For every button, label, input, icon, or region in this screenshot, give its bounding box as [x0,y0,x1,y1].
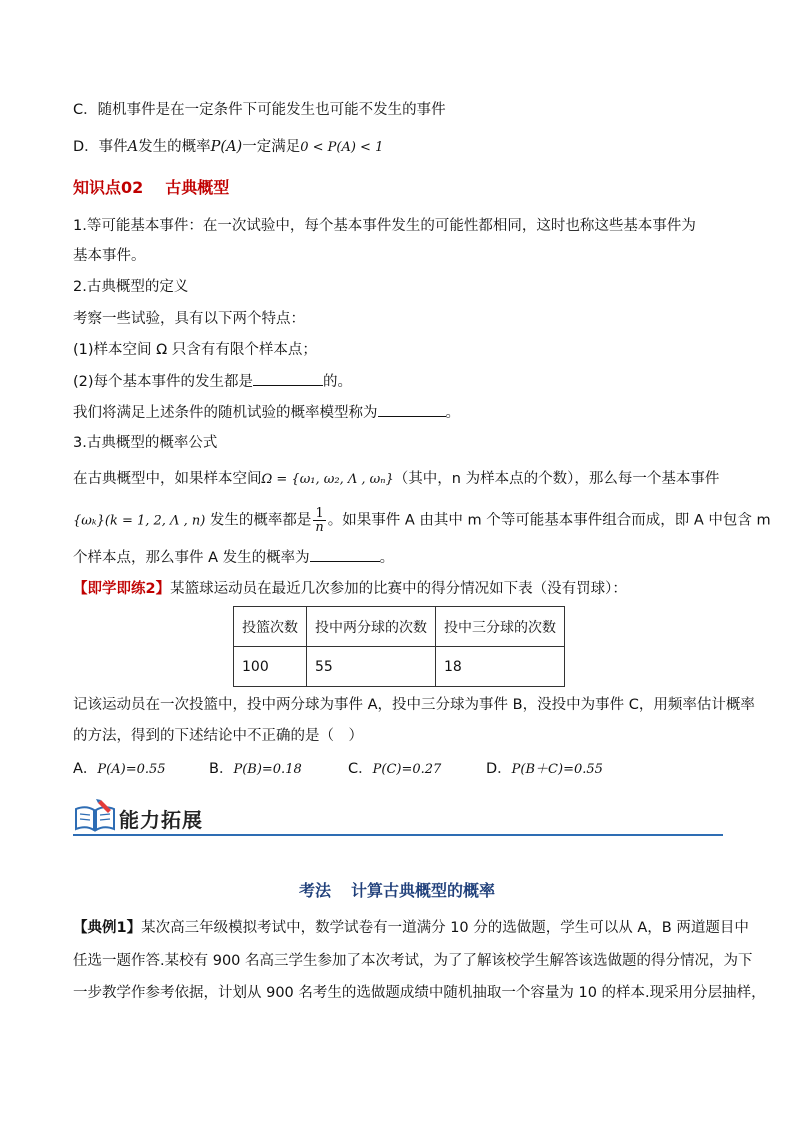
option-d-prefix: D．事件 [73,139,128,155]
knowledge-point-title: 古典概型 [165,178,230,197]
fill-blank-1 [253,371,323,386]
example-line3: 一步教学作参考依据，计划从 900 名考生的选做题成绩中随机抽取一个容量为 10 的样本.现采用分层抽样， [73,985,766,1001]
knowledge-point-label: 知识点02 [73,178,144,197]
choice-d [486,759,603,780]
question-line1: 记该运动员在一次投篮中，投中两分球为事件 A，投中三分球为事件 B，没投中为事件 C，用频率估计概率 [73,697,755,713]
example-line2: 任选一题作答.某校有 900 名高三学生参加了本次考试，为了了解该校学生解答该选做题的得分情况，为下 [73,953,753,969]
table-cell: 18 [436,647,565,687]
open-book-icon [73,798,117,834]
option-d-pa: P(A) [210,139,243,155]
option-d [73,137,383,158]
example-label: 【典例1】 [73,920,142,936]
p3-line2 [73,507,771,534]
table-header-row [234,607,565,647]
banner-rule [73,834,723,836]
option-c: C．随机事件是在一定条件下可能发生也可能不发生的事件 [73,102,446,118]
practice-label: 【即学即练2】 [73,581,171,597]
p3-line2-suffix: 。如果事件 A 由其中 m 个等可能基本事件组合而成，即 A 中包含 m [327,512,771,529]
choice-b [209,759,302,780]
p2-intro: 考察一些试验，具有以下两个特点： [73,311,305,327]
section-banner [73,796,723,836]
p2-conclusion-suffix: 。 [445,405,460,421]
table-cell: 100 [234,647,307,687]
choice-expr: P(B)=0.18 [233,762,302,777]
p1-line1: 1.等可能基本事件：在一次试验中，每个基本事件发生的可能性都相同，这时也称这些基本事件为 [73,218,696,234]
option-d-middle2: 一定满足 [242,139,301,155]
choice-expr: P(B＋C)=0.55 [511,762,603,777]
p3-line2-mid: 发生的概率都是 [209,512,312,529]
choice-label: A． [73,761,98,777]
table-header-cell: 投中两分球的次数 [307,607,436,647]
table-header-cell: 投中三分球的次数 [436,607,565,647]
practice-prompt [73,579,627,599]
p2-conclusion [73,402,460,423]
p3-omega-set: Ω = {ω₁, ω₂, Λ , ωₙ} [261,472,394,487]
practice-text: 某篮球运动员在最近几次参加的比赛中的得分情况如下表（没有罚球）： [170,581,627,597]
banner-title: 能力拓展 [119,808,203,832]
p3-line3-prefix: 个样本点，那么事件 A 发生的概率为 [73,550,310,566]
p1-line2: 基本事件。 [73,248,146,264]
table-header-cell: 投篮次数 [234,607,307,647]
example-line1 [73,918,749,938]
section-title [0,878,794,901]
option-d-inequality: 0 < P(A) < 1 [300,140,384,155]
p3-title: 3.古典概型的概率公式 [73,435,218,451]
example-line1-text: 某次高三年级模拟考试中，数学试卷有一道满分 10 分的选做题，学生可以从 A，B 两道题目中 [141,920,749,936]
choice-expr: P(C)=0.27 [372,762,442,777]
p3-line1-suffix: （其中，n 为样本点的个数），那么每一个基本事件 [393,471,720,487]
choice-a [73,759,166,780]
p3-line1-prefix: 在古典概型中，如果样本空间 [73,471,262,487]
fraction-denominator: n [315,520,324,535]
fraction-numerator: 1 [313,507,325,521]
p3-singleton: {ωₖ}(k = 1, 2, Λ , n) [73,513,206,529]
p2-item2-suffix: 的。 [323,374,353,390]
section-label: 考法 [298,881,331,900]
p3-line1 [73,469,719,490]
p2-item2-prefix: (2)每个基本事件的发生都是 [73,374,254,390]
choice-c [348,759,441,780]
option-d-event: A [127,139,139,155]
fill-blank-3 [310,547,380,562]
question-line2: 的方法，得到的下述结论中不正确的是（ ） [73,728,363,744]
score-table [233,606,565,687]
p2-item2 [73,371,352,392]
p2-conclusion-prefix: 我们将满足上述条件的随机试验的概率模型称为 [73,405,378,421]
table-cell: 55 [307,647,436,687]
option-d-middle: 发生的概率 [138,139,211,155]
table-row [234,647,565,687]
fill-blank-2 [378,402,446,417]
p2-title: 2.古典概型的定义 [73,279,189,295]
choice-label: D． [486,761,512,777]
probability-fraction [313,507,325,534]
p3-line3 [73,547,394,568]
section-title-text: 计算古典概型的概率 [351,881,496,900]
choice-label: C． [348,761,373,777]
choice-expr: P(A)=0.55 [97,762,166,777]
knowledge-point-heading [73,178,229,198]
p3-line3-suffix: 。 [379,550,395,566]
p2-item1: (1)样本空间 Ω 只含有有限个样本点； [73,342,317,358]
choice-label: B． [209,761,234,777]
